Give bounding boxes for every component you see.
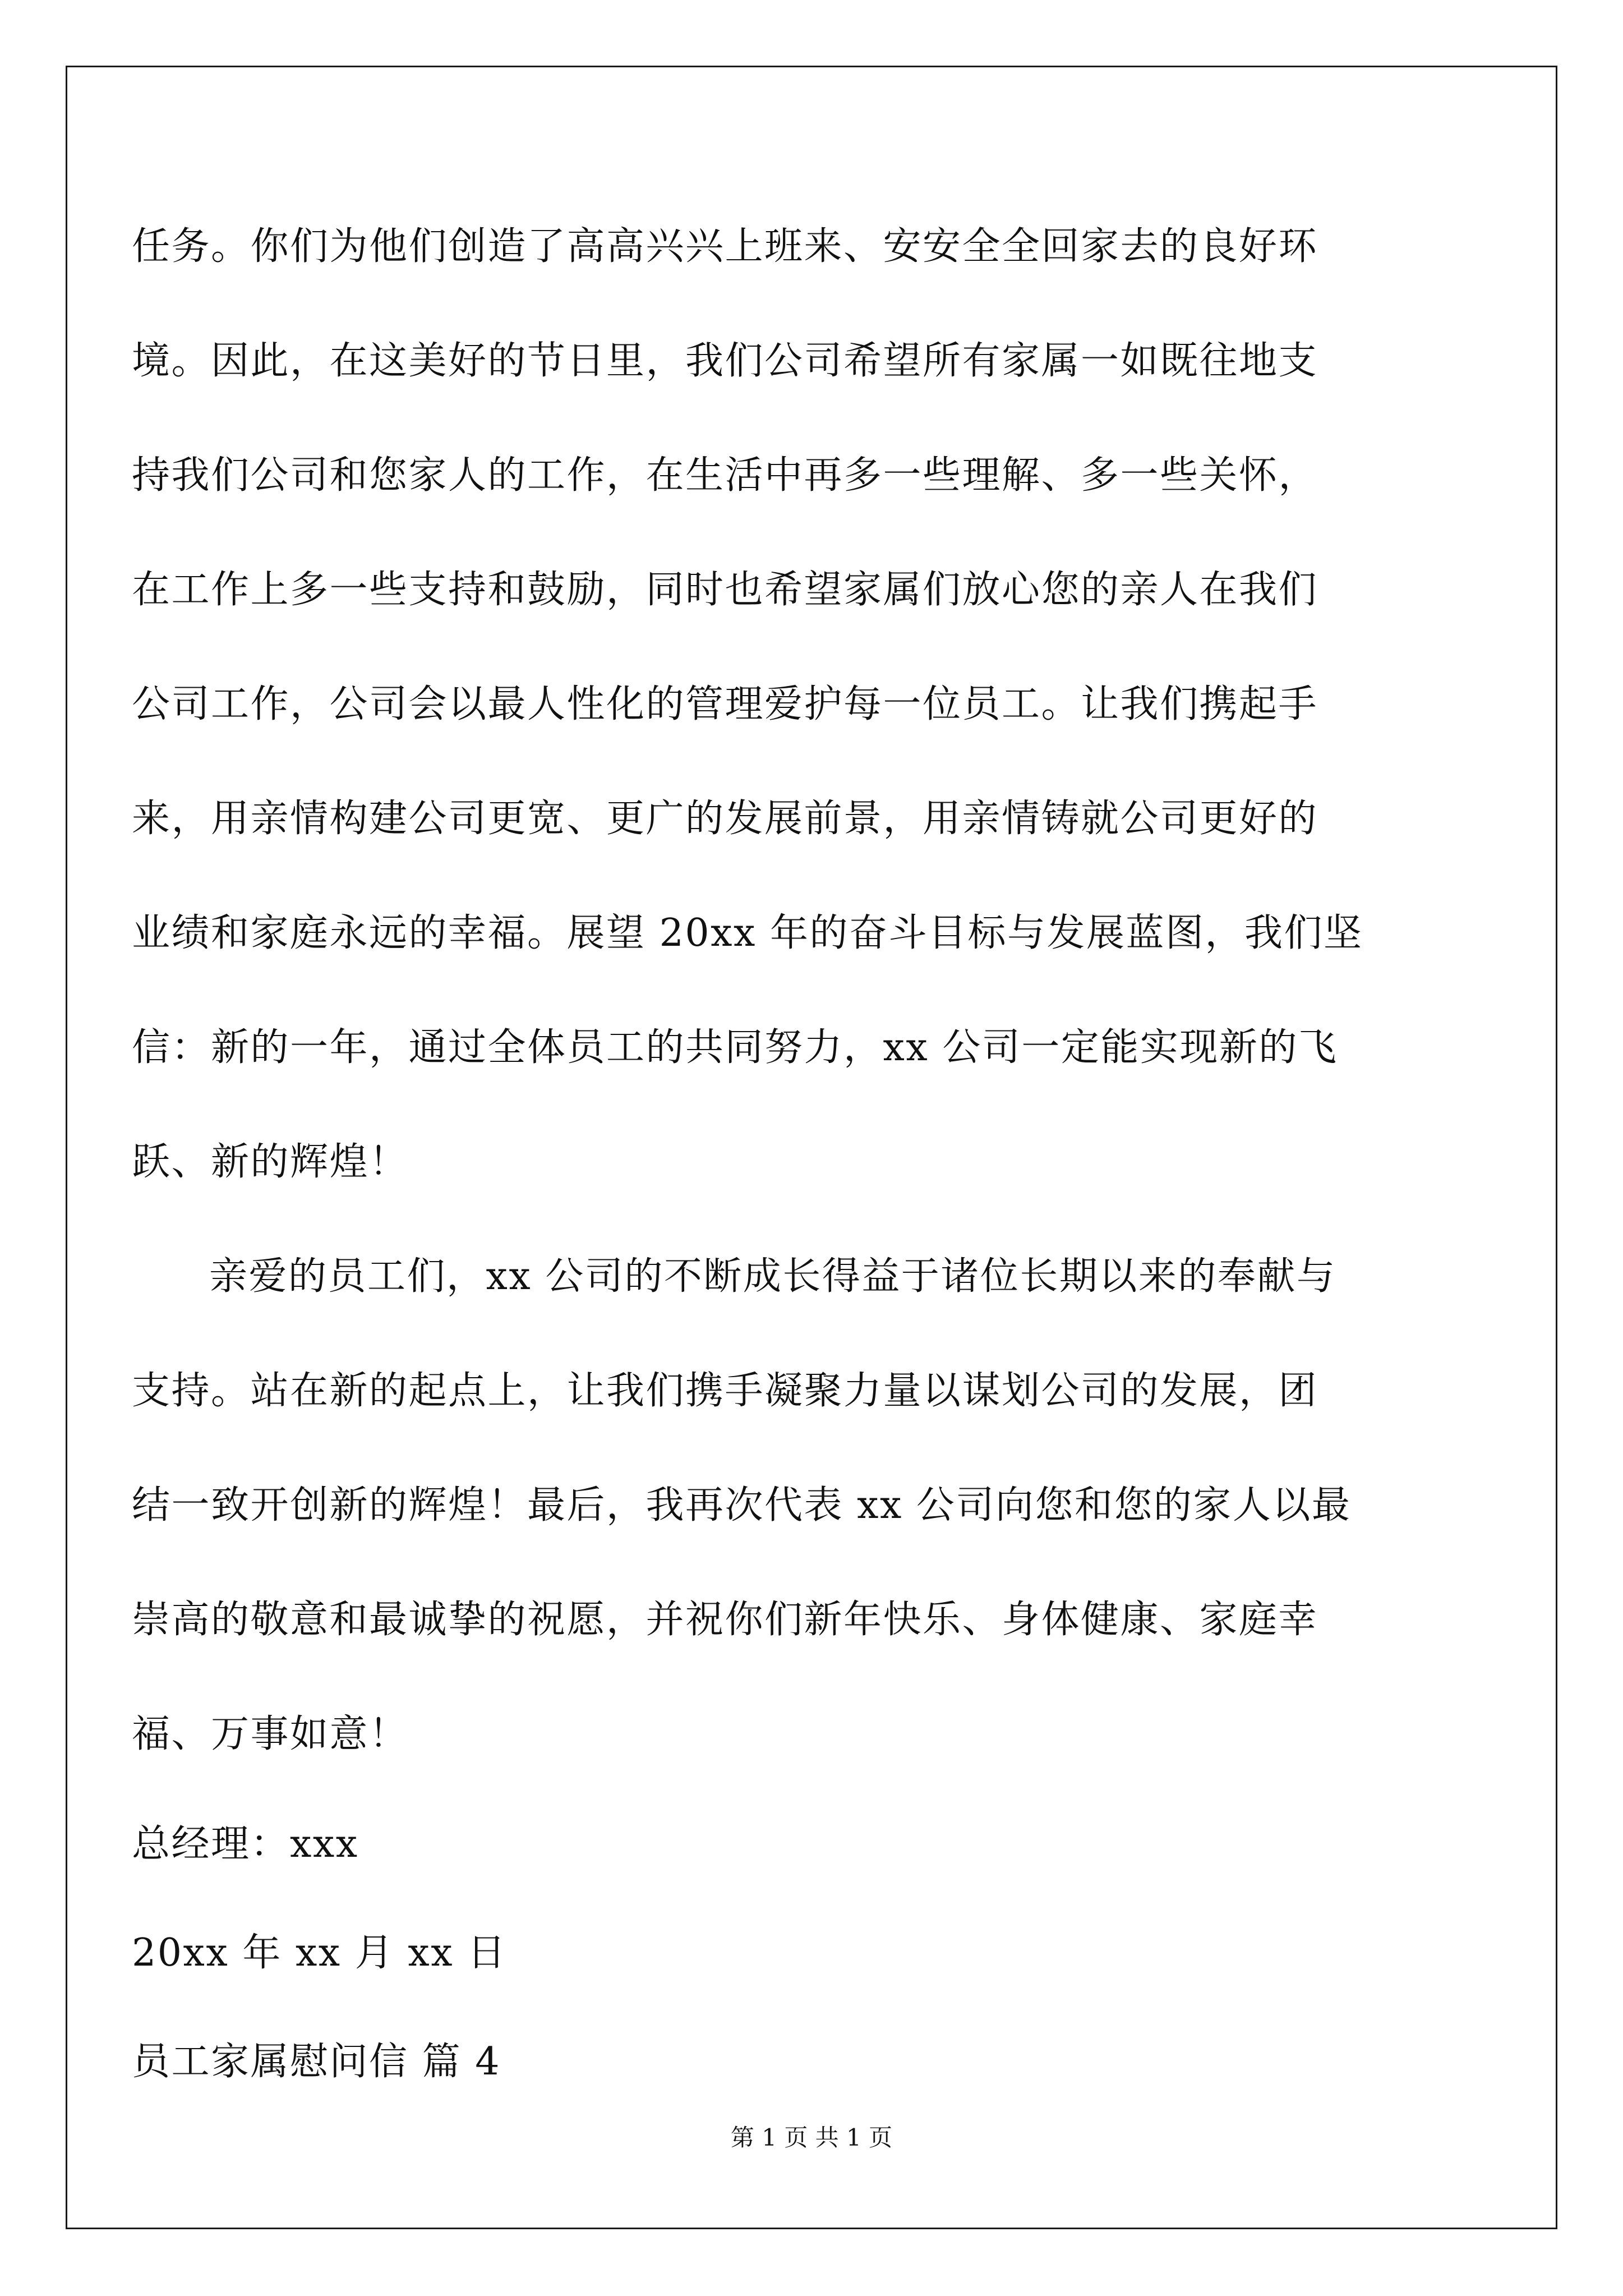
body-line: 境。因此，在这美好的节日里，我们公司希望所有家属一如既往地支 — [132, 339, 1318, 383]
body-line: 公司工作，公司会以最人性化的管理爱护每一位员工。让我们携起手 — [132, 682, 1318, 726]
body-line: 崇高的敬意和最诚挚的祝愿，并祝你们新年快乐、身体健康、家庭幸 — [132, 1598, 1318, 1642]
body-line: 任务。你们为他们创造了高高兴兴上班来、安安全全回家去的良好环 — [132, 224, 1318, 269]
page-number-footer: 第 1 页 共 1 页 — [730, 2124, 893, 2151]
body-line: 跃、新的辉煌！ — [132, 1140, 409, 1184]
body-line: 业绩和家庭永远的幸福。展望 20xx 年的奋斗目标与发展蓝图，我们坚 — [132, 911, 1363, 955]
signature-line: 总经理：xxx — [132, 1822, 359, 1866]
body-line: 在工作上多一些支持和鼓励，同时也希望家属们放心您的亲人在我们 — [132, 568, 1318, 612]
date-line: 20xx 年 xx 月 xx 日 — [132, 1931, 507, 1975]
body-line: 持我们公司和您家人的工作，在生活中再多一些理解、多一些关怀， — [132, 453, 1318, 498]
paragraph-first-line: 亲爱的员工们，xx 公司的不断成长得益于诸位长期以来的奉献与 — [209, 1254, 1336, 1299]
body-line: 福、万事如意！ — [132, 1712, 409, 1756]
body-line: 支持。站在新的起点上，让我们携手凝聚力量以谋划公司的发展，团 — [132, 1369, 1318, 1413]
body-line: 信：新的一年，通过全体员工的共同努力，xx 公司一定能实现新的飞 — [132, 1025, 1338, 1070]
section-heading: 员工家属慰问信 篇 4 — [132, 2040, 501, 2084]
body-line: 结一致开创新的辉煌！最后，我再次代表 xx 公司向您和您的家人以最 — [132, 1483, 1352, 1527]
body-line: 来，用亲情构建公司更宽、更广的发展前景，用亲情铸就公司更好的 — [132, 797, 1318, 841]
